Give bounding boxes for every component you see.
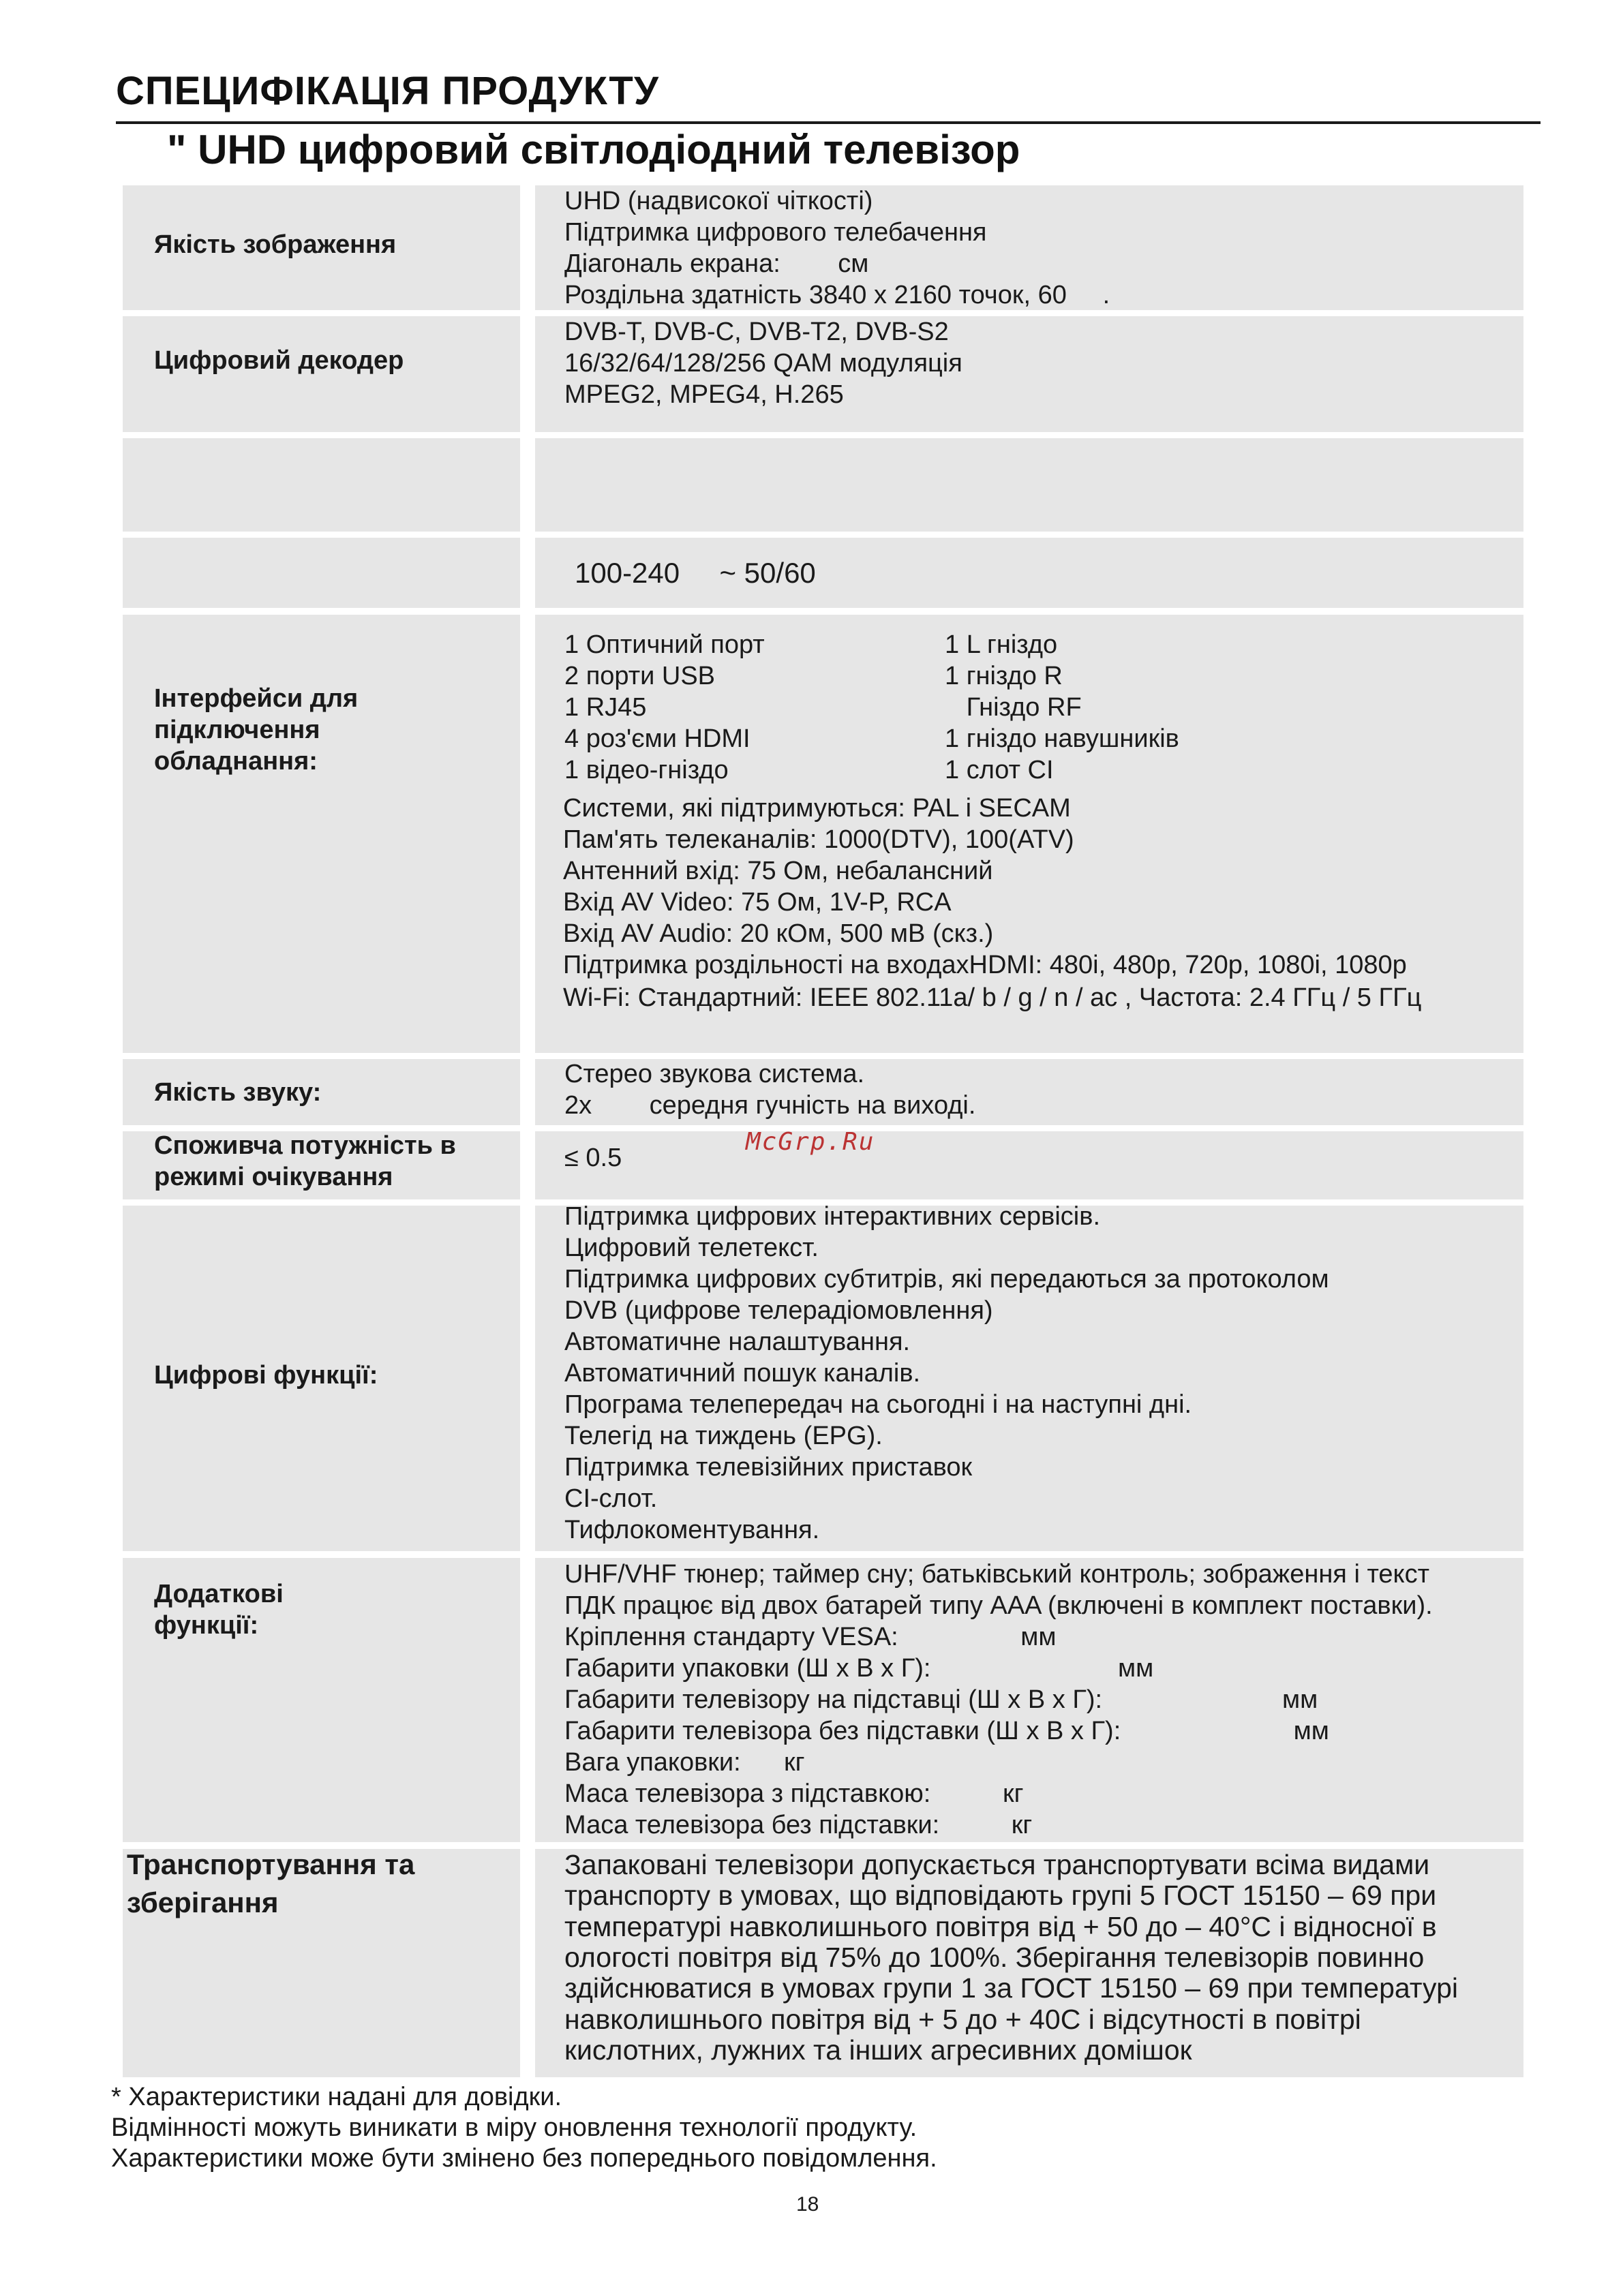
spec-line: Автоматичний пошук каналів. [564,1359,921,1388]
spec-line: 2х середня гучність на виході. [564,1091,976,1120]
spec-line: UHD (надвисокої чіткості) [564,187,873,215]
footnote: * Характеристики надані для довідки. [111,2083,562,2111]
spec-line: CI-слот. [564,1484,658,1513]
watermark: McGrp.Ru [746,1128,875,1156]
spec-line: здійснюватися в умовах групи 1 за ГОСТ 15150 – 69 при температурі [564,1972,1458,2004]
port-item: 1 відео-гніздо [564,756,729,784]
spec-line: Пам'ять телеканалів: 1000(DTV), 100(ATV) [563,825,1074,854]
heading-divider [116,121,1541,124]
spec-line: Підтримка цифрових субтитрів, які передаються за протоколом [564,1265,1329,1294]
spec-line: Кріплення стандарту VESA: мм [564,1623,1057,1651]
spec-line: Габарити упаковки (Ш х В х Г): мм [564,1654,1154,1683]
spec-line: навколишнього повітря від + 5 до + 40С і відсутності в повітрі [564,2004,1361,2035]
spec-line: DVB-T, DVB-C, DVB-T2, DVB-S2 [564,318,949,346]
port-item: 2 порти USB [564,662,716,690]
port-item: 1 L гніздо [945,630,1058,659]
row-label: обладнання: [154,747,318,776]
spec-line: Цифровий телетекст. [564,1234,819,1262]
product-title: " UHD цифровий світлодіодний телевізор [167,127,1020,172]
spec-line: ≤ 0.5 [564,1144,622,1172]
spec-line: Підтримка роздільності на входахHDMI: 480i, 480p, 720p, 1080i, 1080p [563,951,1407,979]
spec-line: Wi-Fi: Стандартний: IEEE 802.11a/ b / g / n / ac , Частота: 2.4 ГГц / 5 ГГц [563,983,1422,1012]
port-item: 1 слот CI [945,756,1054,784]
spec-line: температурі навколишнього повітря від + 50 до – 40°С і відносної в [564,1911,1437,1942]
spec-line: MPEG2, MPEG4, H.265 [564,380,844,409]
spec-line: Тифлокоментування. [564,1516,820,1544]
row-label: Якість зображення [154,230,397,259]
spec-line: 16/32/64/128/256 QAM модуляція [564,349,962,378]
row-label: зберігання [127,1886,279,1918]
spec-line: Маса телевізора без підставки: кг [564,1811,1033,1839]
spec-line: Програма телепередач на сьогодні і на наступні дні. [564,1390,1192,1419]
row-label: режимі очікування [154,1163,393,1191]
spec-line: Стерео звукова система. [564,1060,865,1088]
row-3-label-cell [123,438,520,532]
spec-line: Діагональ екрана: см [564,249,869,278]
spec-line: ПДК працює від двох батарей типу AAA (включені в комплект поставки). [564,1591,1433,1620]
row-label: Додаткові [154,1580,284,1608]
spec-line: Антенний вхід: 75 Ом, небалансний [563,857,993,885]
row-label: Інтерфейси для [154,684,359,713]
spec-line: Роздільна здатність 3840 х 2160 точок, 60 . [564,281,1110,309]
spec-line: Телегід на тиждень (EPG). [564,1422,883,1450]
row-label: підключення [154,716,320,744]
row-7-value-cell [535,1131,1523,1199]
port-item: Гніздо RF [945,693,1082,722]
row-5-label-cell [123,615,520,1053]
spec-line: Підтримка цифрових інтерактивних сервісів. [564,1202,1100,1231]
row-label: Цифрові функції: [154,1361,378,1390]
row-label: функції: [154,1611,259,1640]
spec-line: ологості повітря від 75% до 100%. Зберігання телевізорів повинно [564,1942,1425,1973]
spec-line: Вхід AV Video: 75 Ом, 1V-P, RCA [563,888,952,917]
spec-line: Підтримка цифрового телебачення [564,218,987,247]
spec-line: транспорту в умовах, що відповідають групі 5 ГОСТ 15150 – 69 при [564,1880,1437,1911]
spec-line: 100-240 ~ 50/60 [575,557,816,589]
spec-line: Габарити телевізора без підставки (Ш х В х Г): мм [564,1717,1329,1745]
spec-line: UHF/VHF тюнер; таймер сну; батьківський контроль; зображення і текст [564,1560,1430,1589]
row-label: Транспортування та [127,1848,415,1880]
port-item: 1 RJ45 [564,693,647,722]
footnote: Відмінності можуть виникати в міру оновлення технології продукту. [111,2113,917,2142]
spec-line: Вага упаковки: кг [564,1748,805,1777]
row-label: Цифровий декодер [154,346,404,375]
spec-line: Автоматичне налаштування. [564,1328,911,1356]
port-item: 1 гніздо навушників [945,724,1179,753]
port-item: 1 гніздо R [945,662,1063,690]
spec-line: Вхід AV Audio: 20 кОм, 500 мВ (скз.) [563,919,994,948]
port-item: 1 Оптичний порт [564,630,765,659]
page-heading: СПЕЦИФІКАЦІЯ ПРОДУКТУ [116,69,659,113]
spec-line: Маса телевізора з підставкою: кг [564,1779,1024,1808]
row-4-label-cell [123,538,520,608]
row-3-value-cell [535,438,1523,532]
spec-line: DVB (цифрове телерадіомовлення) [564,1296,993,1325]
spec-line: Системи, які підтримуються: PAL і SECAM [563,794,1071,823]
spec-line: Запаковані телевізори допускається транспортувати всіма видами [564,1849,1430,1880]
spec-line: Підтримка телевізійних приставок [564,1453,973,1482]
spec-line: Габарити телевізору на підставці (Ш х В х Г): мм [564,1685,1318,1714]
row-label: Якість звуку: [154,1078,322,1107]
footnote: Характеристики може бути змінено без попереднього повідомлення. [111,2144,937,2173]
row-label: Споживча потужність в [154,1131,456,1160]
page-number: 18 [796,2193,819,2216]
spec-line: кислотних, лужних та інших агресивних домішок [564,2034,1192,2066]
port-item: 4 роз'єми HDMI [564,724,750,753]
